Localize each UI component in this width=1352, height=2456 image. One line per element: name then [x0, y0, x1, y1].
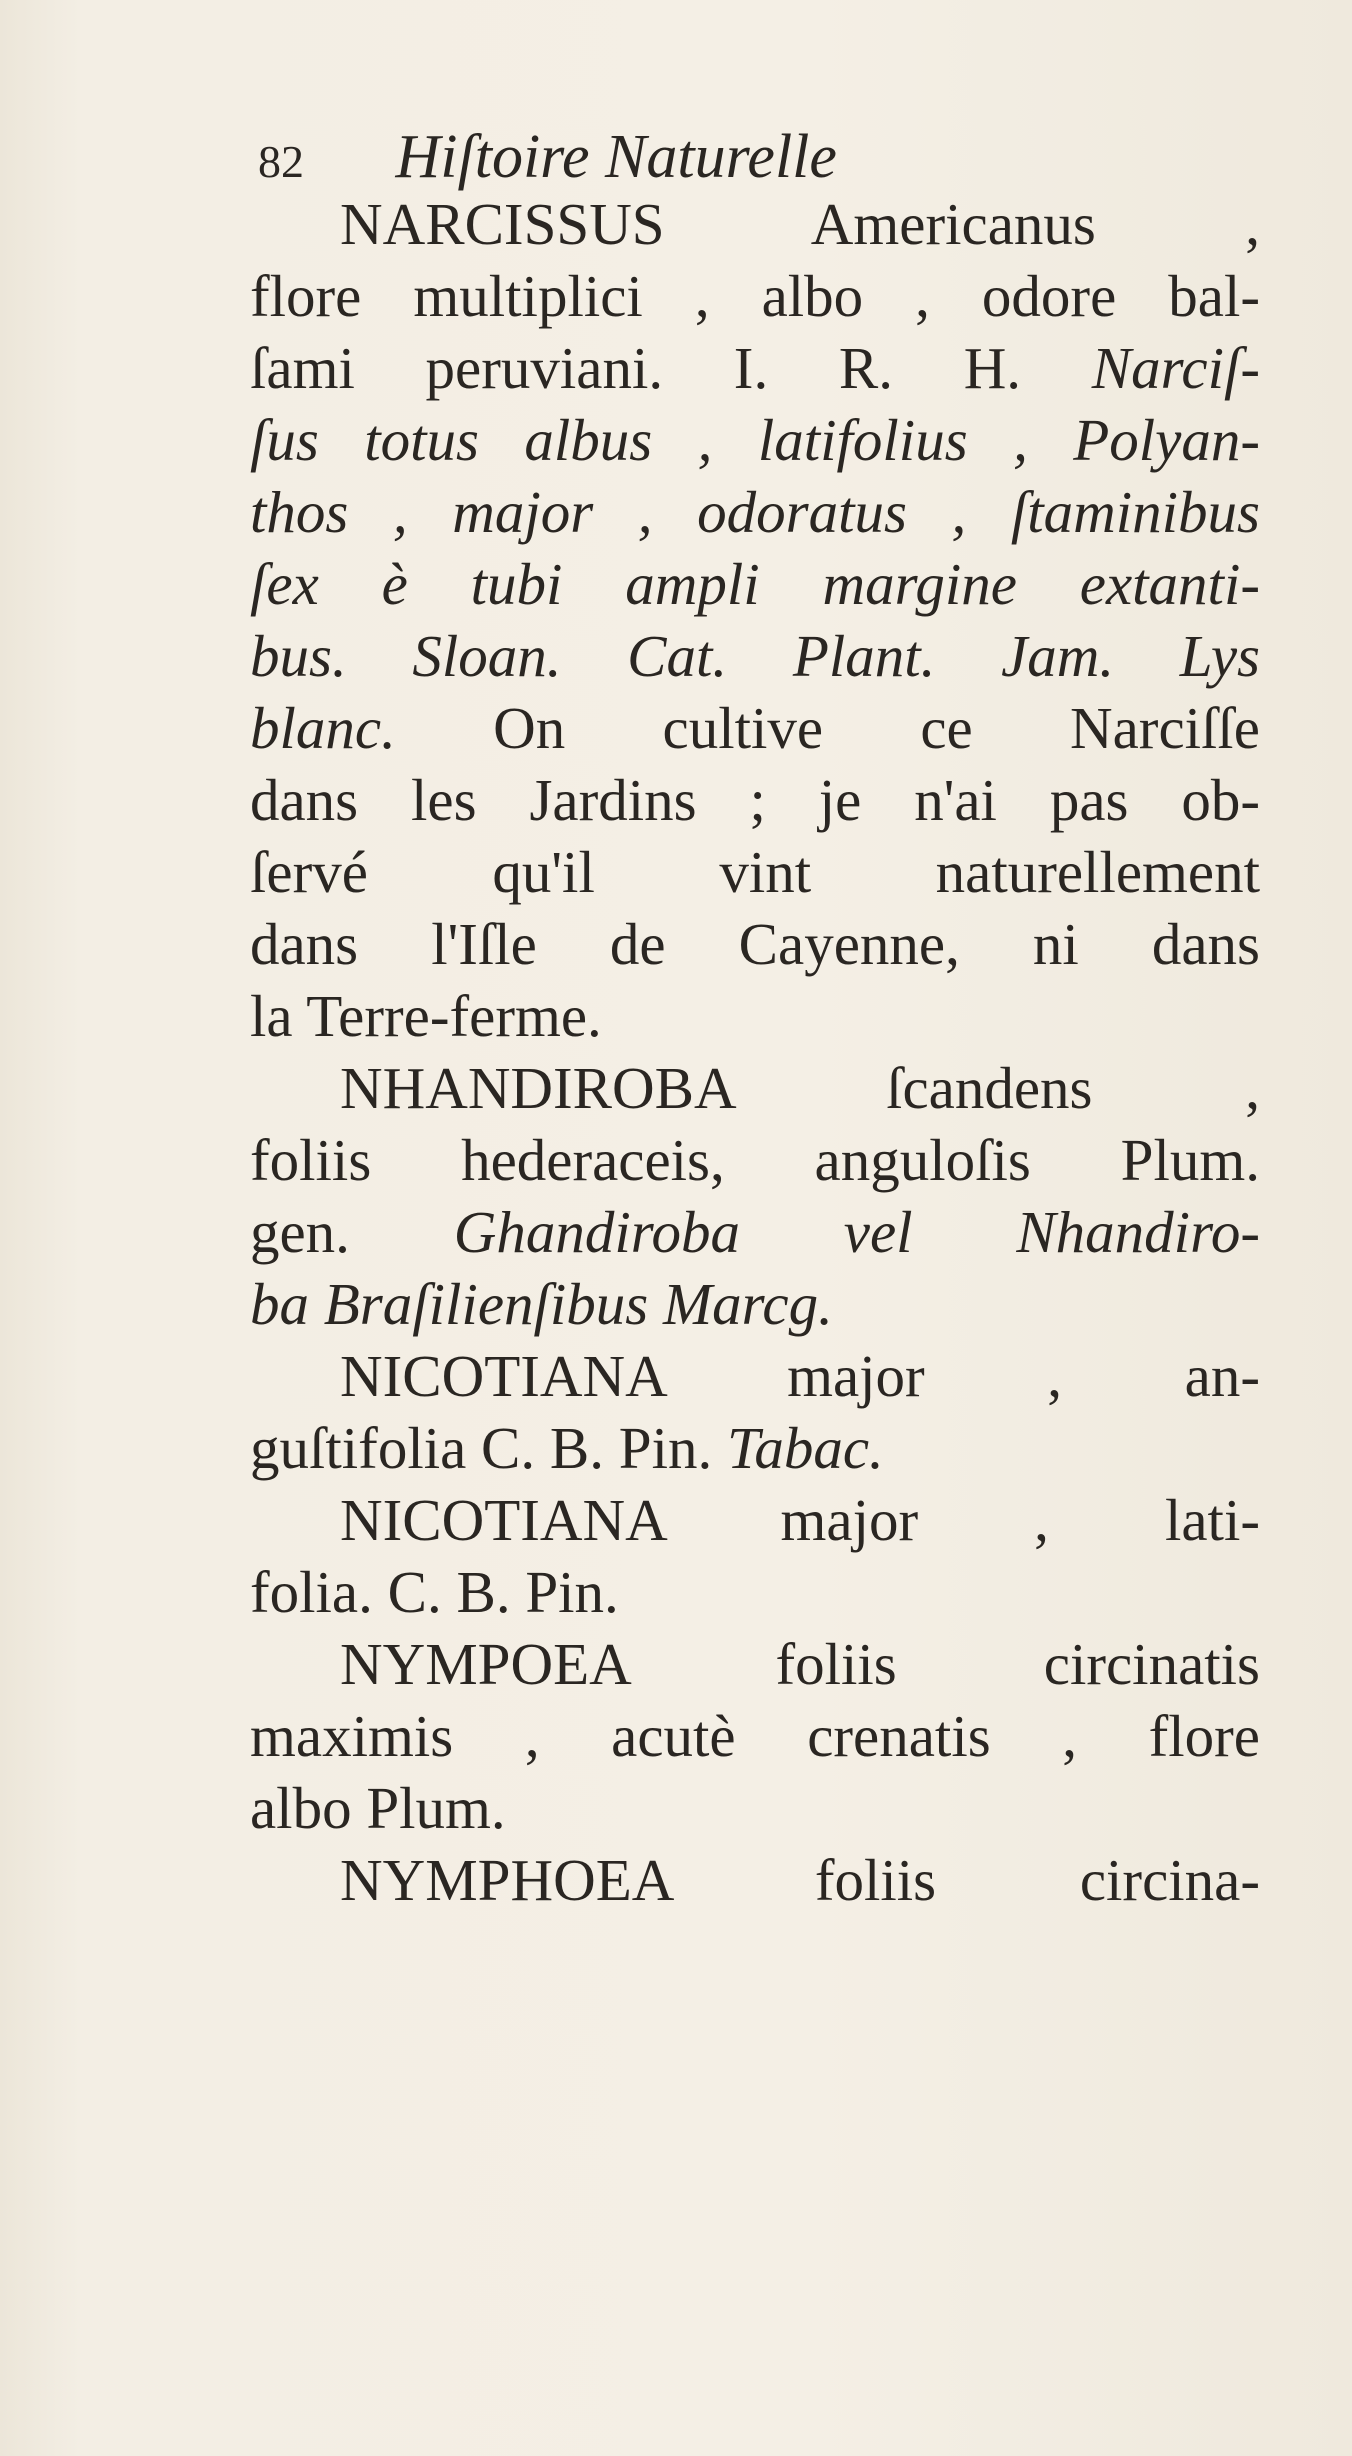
text-line	[250, 764, 1260, 836]
text-line	[250, 1196, 1260, 1268]
text-span: NYMPOEA foliis circinatis	[340, 1631, 1260, 1697]
text-line	[250, 1340, 1260, 1412]
text-span: maximis , acutè crenatis , flore	[250, 1703, 1260, 1769]
running-title: Hiſtoire Naturelle	[395, 123, 837, 191]
text-line	[250, 980, 1260, 1052]
text-span: NICOTIANA major , lati-	[340, 1487, 1260, 1553]
text-span: ſex è tubi ampli margine extanti-	[250, 551, 1260, 617]
text-line	[250, 260, 1260, 332]
text-span: ba Braſilienſibus Marcg.	[250, 1271, 833, 1337]
text-line	[250, 1052, 1260, 1124]
text-span: NHANDIROBA ſcandens ,	[340, 1055, 1260, 1121]
text-line	[250, 404, 1260, 476]
text-line	[250, 1700, 1260, 1772]
text-line	[250, 188, 1260, 260]
page-header	[258, 122, 837, 192]
text-span: Ghandiroba vel Nhandiro-	[349, 1199, 1260, 1265]
text-line	[250, 908, 1260, 980]
text-span: thos , major , odoratus , ſtaminibus	[250, 479, 1260, 545]
text-span: NARCISSUS Americanus ,	[340, 191, 1260, 257]
text-line	[250, 1412, 1260, 1484]
text-span: On cultive ce Narciſſe	[395, 695, 1260, 761]
text-span: folia. C. B. Pin.	[250, 1559, 619, 1625]
text-span: flore multiplici , albo , odore bal-	[250, 263, 1260, 329]
text-span: dans l'Iſle de Cayenne, ni dans	[250, 911, 1260, 977]
text-span: ſami peruviani. I. R. H.	[250, 335, 1022, 401]
text-span: NYMPHOEA foliis circina-	[340, 1847, 1260, 1913]
text-span: blanc.	[250, 695, 396, 761]
text-span: gen.	[250, 1199, 350, 1265]
text-line	[250, 476, 1260, 548]
text-line	[250, 1844, 1260, 1916]
text-span: Narciſ-	[1021, 335, 1260, 401]
text-line	[250, 1124, 1260, 1196]
text-line	[250, 692, 1260, 764]
text-line	[250, 1556, 1260, 1628]
text-line	[250, 1268, 1260, 1340]
text-line	[250, 1772, 1260, 1844]
page-number: 82	[258, 136, 304, 187]
text-span: dans les Jardins ; je n'ai pas ob-	[250, 767, 1260, 833]
text-span: bus. Sloan. Cat. Plant. Jam. Lys	[250, 623, 1260, 689]
text-line	[250, 1628, 1260, 1700]
text-span: NICOTIANA major , an-	[340, 1343, 1260, 1409]
text-line	[250, 1484, 1260, 1556]
text-span: ſus totus albus , latifolius , Polyan-	[250, 407, 1260, 473]
text-line	[250, 332, 1260, 404]
text-line	[250, 548, 1260, 620]
text-span: la Terre-ferme.	[250, 983, 602, 1049]
text-span: ſervé qu'il vint naturellement	[250, 839, 1260, 905]
body-text	[250, 188, 1260, 1916]
text-span: guſtifolia C. B. Pin.	[250, 1415, 713, 1481]
text-span: albo Plum.	[250, 1775, 506, 1841]
text-line	[250, 836, 1260, 908]
text-span: foliis hederaceis, anguloſis Plum.	[250, 1127, 1260, 1193]
text-span: Tabac.	[712, 1415, 884, 1481]
text-line	[250, 620, 1260, 692]
